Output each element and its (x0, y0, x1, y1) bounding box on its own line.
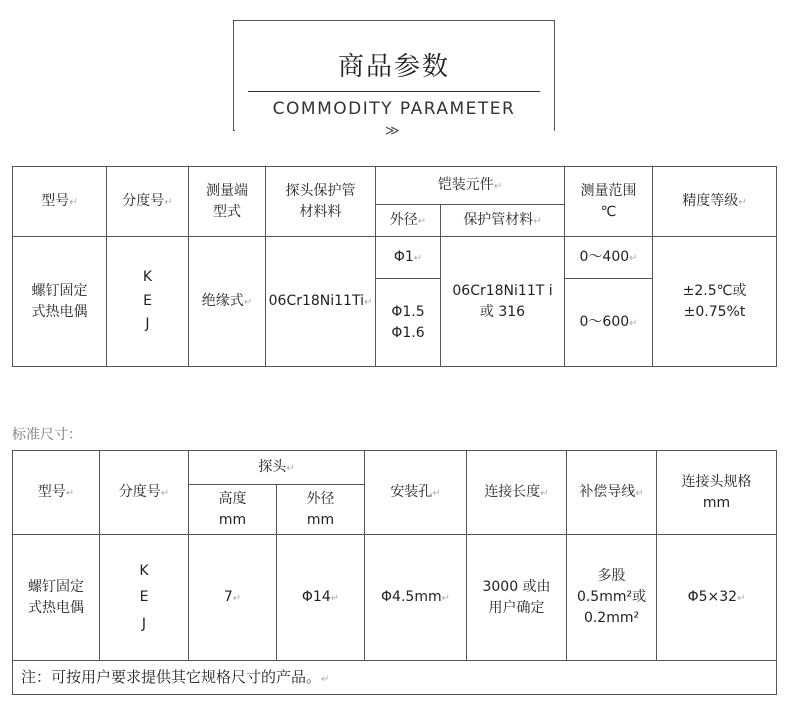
th2-hole: 安装孔↵ (365, 451, 467, 535)
th-accuracy: 精度等级↵ (653, 167, 777, 237)
header-divider (248, 91, 540, 92)
cell-od-2: Φ1.5 Φ1.6 (376, 279, 441, 367)
cell2-hole: Φ4.5mm↵ (365, 535, 467, 661)
cell-od-1: Φ1↵ (376, 237, 441, 279)
page-subtitle: COMMODITY PARAMETER (272, 99, 516, 119)
cell2-grade: K E J (100, 535, 189, 661)
cell2-length: 3000 或由 用户确定 (467, 535, 567, 661)
th-junction: 测量端 型式 (189, 167, 266, 237)
th2-wire: 补偿导线↵ (567, 451, 657, 535)
cell-armored-tube: 06Cr18Ni11T i 或 316 (441, 237, 565, 367)
cell2-height: 7↵ (189, 535, 277, 661)
cell-tube-material: 06Cr18Ni11Ti↵ (266, 237, 376, 367)
th-grade: 分度号↵ (107, 167, 189, 237)
table-note: 注：可按用户要求提供其它规格尺寸的产品。↵ (13, 661, 777, 695)
th2-od: 外径 mm (277, 485, 365, 535)
th2-length: 连接长度↵ (467, 451, 567, 535)
th-tube-material: 探头保护管 材料料 (266, 167, 376, 237)
cell-range-2: 0～600↵ (565, 279, 653, 367)
cell2-od: Φ14↵ (277, 535, 365, 661)
th2-height: 高度 mm (189, 485, 277, 535)
page-title: 商品参数 (337, 52, 450, 82)
cell2-model: 螺钉固定 式热电偶 (13, 535, 100, 661)
standard-size-caption: 标准尺寸： (12, 427, 82, 443)
th-armored-od: 外径↵ (376, 205, 441, 237)
cell-model: 螺钉固定 式热电偶 (13, 237, 107, 367)
cell-junction: 绝缘式↵ (189, 237, 266, 367)
th2-conn: 连接头规格 mm (657, 451, 777, 535)
th-range: 测量范围 ℃ (565, 167, 653, 237)
header-frame (233, 20, 555, 139)
standard-size-table (12, 450, 777, 695)
th-armored-tube: 保护管材料↵ (441, 205, 565, 237)
cell-accuracy: ±2.5℃或 ±0.75%t (653, 237, 777, 367)
th2-probe: 探头↵ (189, 451, 365, 485)
cell2-wire: 多股 0.5mm²或 0.2mm² (567, 535, 657, 661)
product-parameter-table (12, 166, 777, 367)
cell-range-1: 0～400↵ (565, 237, 653, 279)
th2-model: 型号↵ (13, 451, 100, 535)
cell-grade: K E J (107, 237, 189, 367)
cell2-conn: Φ5×32↵ (657, 535, 777, 661)
th2-grade: 分度号↵ (100, 451, 189, 535)
th-armored: 铠装元件↵ (376, 167, 565, 205)
double-chevron-down-icon: ≫ (385, 123, 400, 139)
th-model: 型号↵ (13, 167, 107, 237)
